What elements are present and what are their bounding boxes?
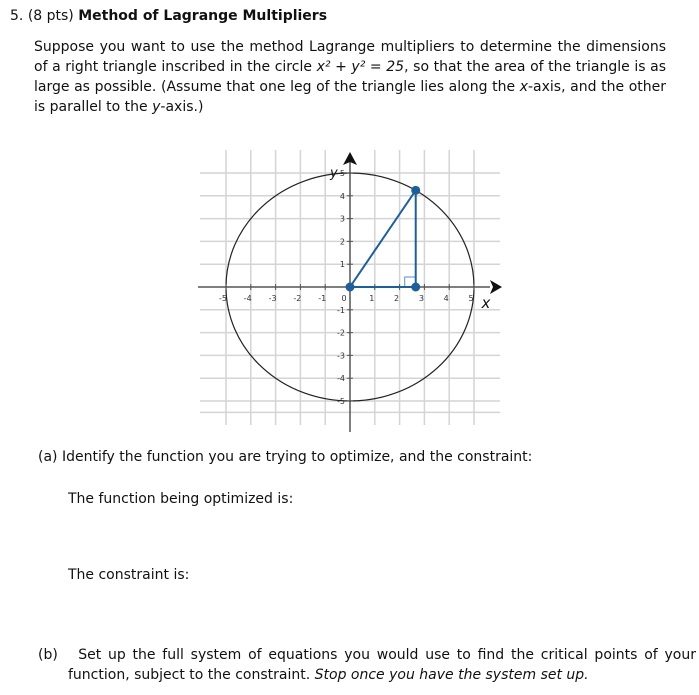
y-tick-label: 2 xyxy=(339,237,345,247)
x-tick-label: 3 xyxy=(418,294,424,303)
x-tick-label: 0 xyxy=(341,294,347,303)
x-axis-label: x xyxy=(481,294,491,312)
x-tick-label: 1 xyxy=(369,294,375,303)
intro-text: , so that the area of the triangle is as large as possible. (Assume that one leg of the triangle lies along the xyxy=(34,59,667,95)
problem-points: (8 pts) xyxy=(27,8,74,24)
part-b-label: (b) xyxy=(38,647,58,663)
x-arrow-icon xyxy=(490,280,502,294)
part-b-emphasis: Stop once you have the system set up. xyxy=(314,667,589,683)
x-tick-label: -2 xyxy=(293,294,302,303)
problem-statement xyxy=(34,37,666,117)
part-b-text: Set up the full system of equations you would use to find the critical points of your function, subject to the constraint. xyxy=(68,647,696,683)
circle-triangle-figure xyxy=(190,140,510,440)
x-tick-label: 5 xyxy=(468,294,474,303)
x-tick-label: -3 xyxy=(268,294,277,303)
function-prompt: The function being optimized is: xyxy=(68,491,294,507)
intro-text: -axis.) xyxy=(160,99,204,115)
triangle-vertex xyxy=(346,283,355,292)
intro-text: Suppose you want to use the method Lagrange multipliers to determine the dimensions of a right triangle inscribed in the circle xyxy=(34,39,666,75)
x-tick-label: -5 xyxy=(219,294,227,303)
y-tick-label: 1 xyxy=(339,260,345,270)
part-a-text: Identify the function you are trying to optimize, and the constraint: xyxy=(61,449,533,465)
y-var: y xyxy=(152,99,161,115)
x-tick-label: 2 xyxy=(394,294,400,303)
x-tick-label: 4 xyxy=(443,294,449,303)
y-tick-label: -4 xyxy=(337,374,345,384)
part-a xyxy=(38,449,532,465)
circle-equation: x² + y² = 25 xyxy=(316,59,405,75)
x-tick-label: -1 xyxy=(318,294,327,303)
y-tick-label: -1 xyxy=(337,305,345,315)
problem-title: Method of Lagrange Multipliers xyxy=(78,8,328,24)
constraint-prompt: The constraint is: xyxy=(68,567,190,583)
y-axis-label: y xyxy=(330,166,338,181)
y-tick-label: 5 xyxy=(339,169,345,178)
x-var: x xyxy=(519,79,528,95)
y-tick-label: -5 xyxy=(337,397,345,406)
part-a-label: (a) xyxy=(38,449,58,465)
y-tick-label: 4 xyxy=(339,191,345,201)
x-tick-label: -4 xyxy=(243,294,252,303)
problem-number: 5. xyxy=(10,8,24,24)
intro-text: -axis, and the other is parallel to the xyxy=(34,79,666,115)
problem-header xyxy=(10,8,327,24)
y-tick-label: 3 xyxy=(339,214,345,224)
triangle xyxy=(350,190,416,287)
y-tick-label: -3 xyxy=(337,351,345,361)
triangle-vertex xyxy=(411,186,420,195)
part-b xyxy=(38,645,696,685)
triangle-vertex xyxy=(411,283,420,292)
y-tick-label: -2 xyxy=(337,328,345,338)
